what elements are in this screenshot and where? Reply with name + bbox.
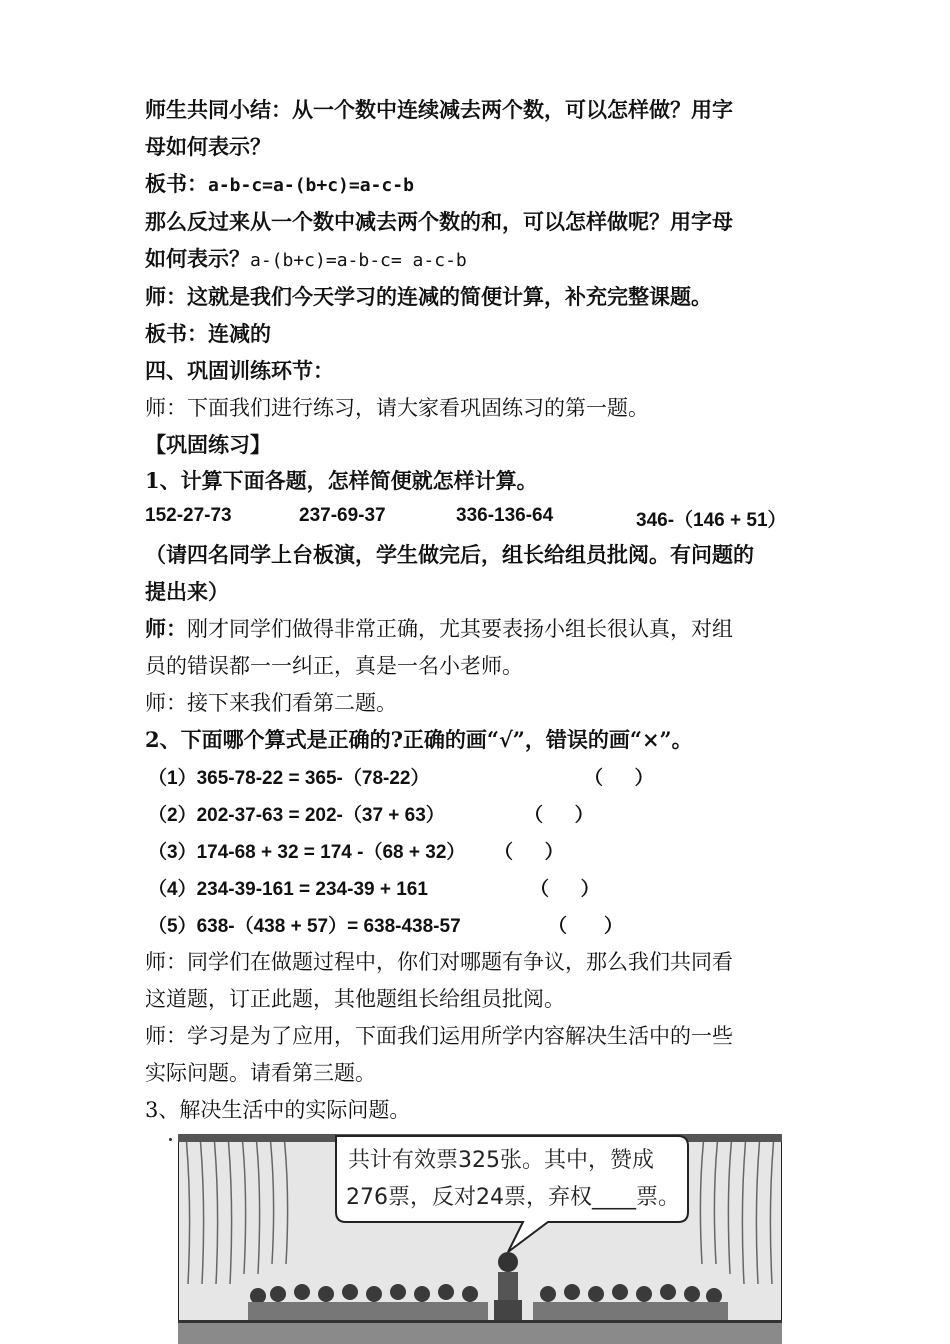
answer-blank-1: （ ）	[584, 768, 654, 789]
teacher-application-1: 师：学习是为了应用，下面我们运用所学内容解决生活中的一些	[145, 1024, 733, 1048]
teacher-praise-2: 员的错误都一一纠正，真是一名小老师。	[145, 654, 523, 678]
question-text: 如何表示？	[145, 246, 250, 271]
teacher-discussion-1: 师：同学们在做题过程中，你们对哪题有争议，那么我们共同看	[145, 950, 733, 974]
speech-text-2: 276票，反对24票，弃权____票。	[346, 1185, 680, 1210]
teacher-next: 师：接下来我们看第二题。	[145, 691, 397, 715]
exercise-2-item-4: （4）234-39-161 = 234-39 + 161	[148, 879, 428, 900]
teacher-label: 师：	[145, 616, 187, 641]
answer-blank-5: （ ）	[548, 916, 623, 937]
answer-blank-2: （ ）	[524, 805, 594, 826]
exercise-2-item-1: （1）365-78-22 = 365-（78-22）	[148, 768, 430, 789]
teacher-discussion-2: 这道题，订正此题，其他题组长给组员批阅。	[145, 987, 565, 1011]
board-label: 板书：	[145, 171, 208, 196]
exercise-1-title: 1、计算下面各题，怎样简便就怎样计算。	[145, 468, 538, 493]
question-line-2	[145, 245, 467, 275]
exercise-2-item-3: （3）174-68 + 32 = 174 -（68 + 32）	[148, 842, 466, 863]
meeting-illustration	[178, 1134, 782, 1344]
speech-text-1: 共计有效票325张。其中，赞成	[348, 1148, 654, 1173]
exercise-3-title: 3、解决生活中的实际问题。	[145, 1098, 411, 1122]
section-heading: 四、巩固训练环节：	[145, 358, 334, 383]
exercise-2-title: 2、下面哪个算式是正确的?正确的画“√”，错误的画“×”。	[145, 727, 693, 752]
teacher-line-topic: 师：这就是我们今天学习的连减的简便计算，补充完整课题。	[145, 284, 712, 309]
summary-line-1: 师生共同小结：从一个数中连续减去两个数，可以怎样做？用字	[145, 97, 733, 122]
board-note-2: 板书：连减的	[145, 321, 271, 346]
calc-item-3: 336-136-64	[456, 505, 554, 526]
answer-blank-4: （ ）	[530, 879, 600, 900]
exercise-2-item-5: （5）638-（438 + 57）= 638-438-57	[148, 916, 461, 937]
board-formula: a-b-c=a-(b+c)=a-c-b	[208, 175, 414, 196]
board-note-1	[145, 170, 414, 200]
stray-dot	[169, 1138, 172, 1141]
teacher-line-practice: 师：下面我们进行练习，请大家看巩固练习的第一题。	[145, 396, 649, 420]
teacher-praise-text: 刚才同学们做得非常正确，尤其要表扬小组长很认真，对组	[187, 617, 733, 641]
calc-item-2: 237-69-37	[299, 505, 386, 526]
question-line-1: 那么反过来从一个数中减去两个数的和，可以怎样做呢？用字母	[145, 209, 733, 234]
summary-line-2: 母如何表示？	[145, 134, 271, 159]
question-formula: a-(b+c)=a-b-c= a-c-b	[250, 250, 467, 271]
calc-item-4: 346-（146 + 51）	[636, 510, 787, 531]
teacher-praise-1	[145, 615, 733, 643]
calc-item-1: 152-27-73	[145, 505, 232, 526]
board-instruction-2: 提出来）	[145, 579, 229, 604]
answer-blank-3: （ ）	[494, 842, 564, 863]
practice-heading: 【巩固练习】	[145, 432, 271, 457]
teacher-application-2: 实际问题。请看第三题。	[145, 1061, 376, 1085]
board-instruction-1: （请四名同学上台板演，学生做完后，组长给组员批阅。有问题的	[145, 542, 754, 567]
exercise-2-item-2: （2）202-37-63 = 202-（37 + 63）	[148, 805, 445, 826]
